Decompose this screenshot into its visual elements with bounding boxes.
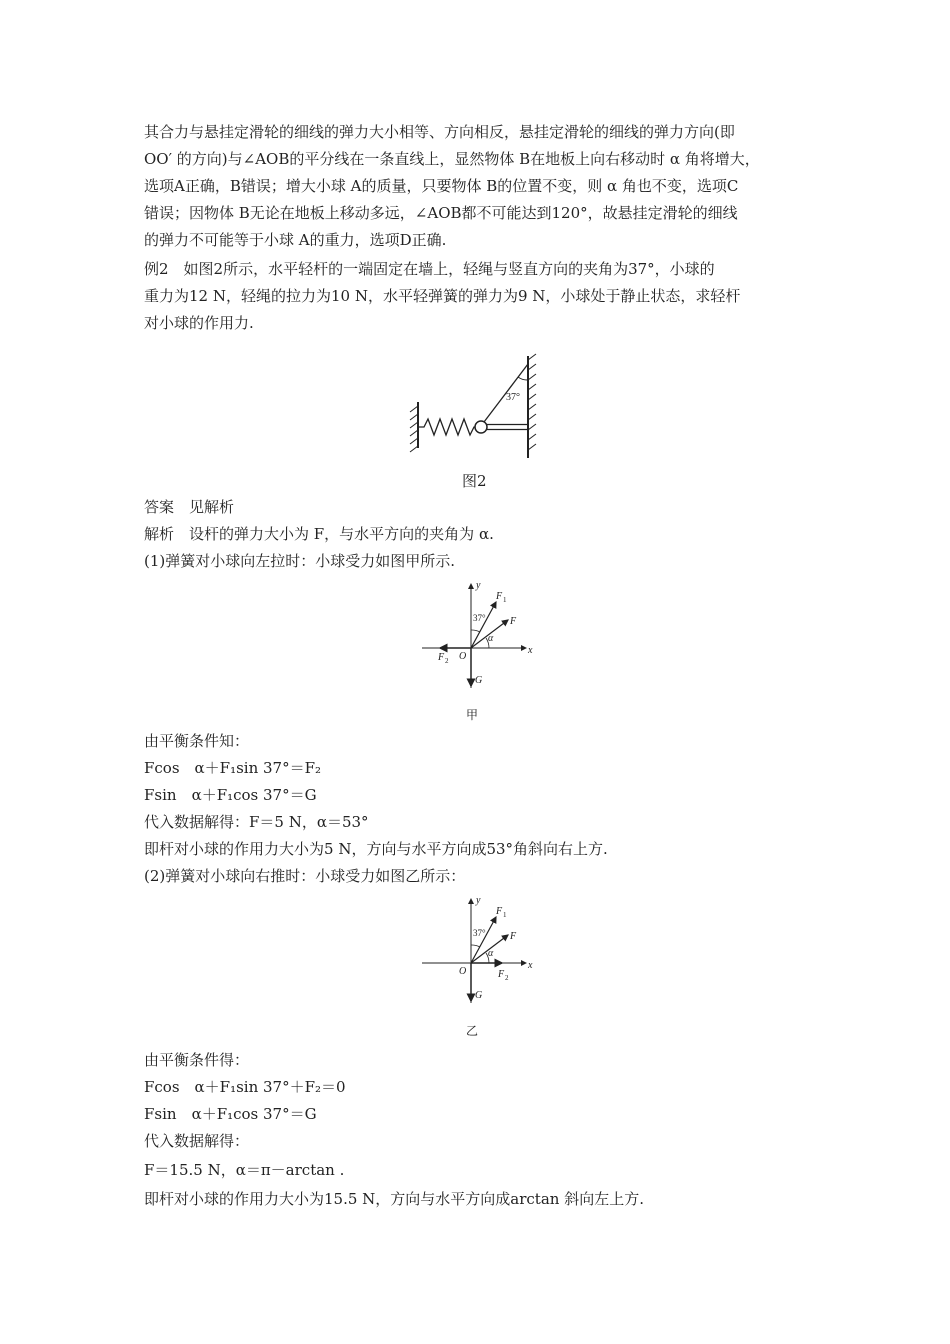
analysis-line: 解析 设杆的弹力大小为 F，与水平方向的夹角为 α. <box>144 525 494 543</box>
angle-label: 37° <box>473 928 486 938</box>
f2-sub: 2 <box>445 657 449 665</box>
figure-caption: 图2 <box>462 472 487 490</box>
substitution-line: 代入数据解得：F＝5 N，α＝53° <box>144 813 369 831</box>
example-line: 例2 如图2所示，水平轻杆的一端固定在墙上，轻绳与竖直方向的夹角为37°，小球的 <box>144 260 715 278</box>
angle-label: 37° <box>473 613 486 623</box>
equation-line: Fcos α＋F₁sin 37°＋F₂＝0 <box>144 1078 346 1096</box>
force-diagram-jia <box>418 578 538 693</box>
f-label: F <box>510 931 517 942</box>
equation-line: Fsin α＋F₁cos 37°＝G <box>144 1105 317 1123</box>
figure-caption: 甲 <box>466 708 479 722</box>
f2-label: F <box>498 969 505 980</box>
f1-sub: 1 <box>503 596 507 604</box>
example-line: 重力为12 N，轻绳的拉力为10 N，水平轻弹簧的弹力为9 N，小球处于静止状态，求轻杆 <box>144 287 741 305</box>
alpha-label: α <box>488 948 494 959</box>
x-axis-label: x <box>528 960 533 971</box>
figure-caption: 乙 <box>466 1024 479 1038</box>
text-line: 选项A正确，B错误；增大小球 A的质量，只要物体 B的位置不变，则 α 角也不变，选项C <box>144 177 739 195</box>
solution-line: F＝15.5 N，α＝π－arctan . <box>144 1161 345 1179</box>
answer-line: 答案 见解析 <box>144 498 235 516</box>
figure-2 <box>400 350 550 460</box>
f1-sub: 1 <box>503 911 507 919</box>
g-label: G <box>475 675 483 686</box>
text-line: 的弹力不可能等于小球 A的重力，选项D正确. <box>144 231 447 249</box>
case2-heading: (2)弹簧对小球向右推时：小球受力如图乙所示： <box>144 867 466 885</box>
f1-label: F <box>496 591 503 602</box>
condition-line: 由平衡条件知： <box>144 732 250 750</box>
x-axis-label: x <box>528 645 533 656</box>
equation-line: Fsin α＋F₁cos 37°＝G <box>144 786 317 804</box>
example-line: 对小球的作用力. <box>144 314 254 332</box>
f2-label: F <box>438 652 445 663</box>
f2-sub: 2 <box>505 974 509 982</box>
f-label: F <box>510 616 517 627</box>
substitution-line: 代入数据解得： <box>144 1132 250 1150</box>
case1-heading: (1)弹簧对小球向左拉时：小球受力如图甲所示. <box>144 552 456 570</box>
result-line: 即杆对小球的作用力大小为5 N，方向与水平方向成53°角斜向右上方. <box>144 840 608 858</box>
y-axis-label: y <box>476 580 481 591</box>
equation-line: Fcos α＋F₁sin 37°＝F₂ <box>144 759 322 777</box>
origin-label: O <box>459 966 467 977</box>
text-line: 其合力与悬挂定滑轮的细线的弹力大小相等、方向相反，悬挂定滑轮的细线的弹力方向(即 <box>144 123 735 141</box>
angle-label: 37° <box>506 392 520 403</box>
result-line: 即杆对小球的作用力大小为15.5 N，方向与水平方向成arctan 斜向左上方. <box>144 1190 644 1208</box>
alpha-label: α <box>488 633 494 644</box>
f1-label: F <box>496 906 503 917</box>
condition-line: 由平衡条件得： <box>144 1051 250 1069</box>
g-label: G <box>475 990 483 1001</box>
force-diagram-yi <box>418 893 538 1008</box>
origin-label: O <box>459 651 467 662</box>
y-axis-label: y <box>476 895 481 906</box>
text-line: 错误；因物体 B无论在地板上移动多远，∠AOB都不可能达到120°，故悬挂定滑轮的细线 <box>144 204 738 222</box>
text-line: OO′ 的方向)与∠AOB的平分线在一条直线上，显然物体 B在地板上向右移动时 α 角将增大， <box>144 150 760 168</box>
